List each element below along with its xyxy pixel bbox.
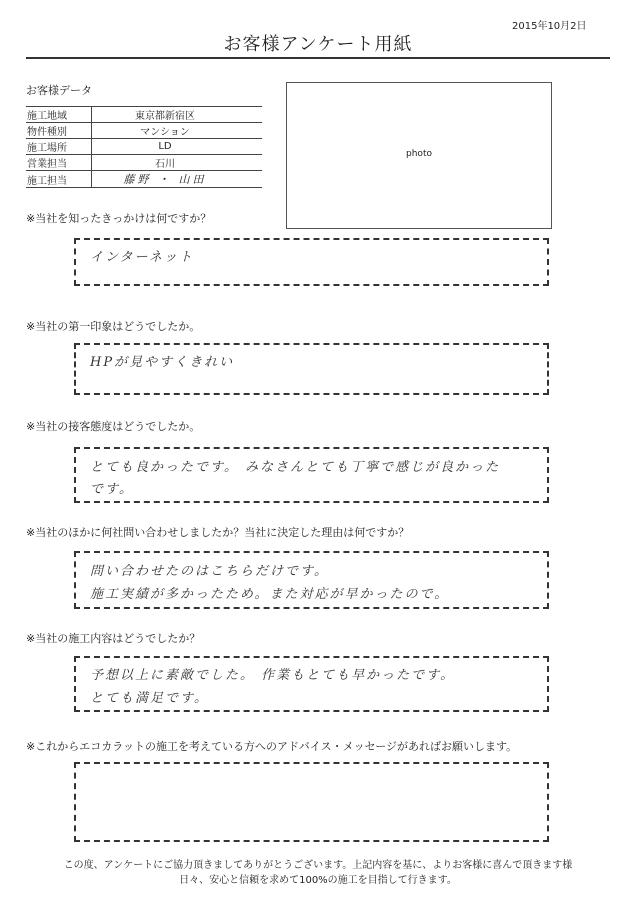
row-label: 施工場所 — [26, 139, 92, 155]
table-row — [26, 171, 262, 188]
answer-1-line-1: インターネット — [90, 250, 194, 265]
photo-frame — [286, 82, 552, 229]
question-1: ※当社を知ったきっかけは何ですか？ — [26, 212, 212, 225]
row-value: マンション — [92, 123, 263, 139]
answer-box-1 — [74, 238, 549, 286]
row-label: 営業担当 — [26, 155, 92, 171]
photo-label: photo — [406, 149, 432, 159]
answer-5-line-2: とても満足です。 — [90, 691, 209, 706]
footer-line-2: 日々、安心と信頼を求めて100%の施工を目指して行きます。 — [179, 875, 457, 886]
question-6: ※これからエコカラットの施工を考えている方へのアドバイス・メッセージがあればお願いします。 — [26, 740, 518, 753]
answer-3-line-2: です。 — [90, 482, 134, 497]
answer-4-line-1: 問い合わせたのはこちらだけです。 — [90, 564, 329, 579]
answer-3-line-1: とても良かったです。 みなさんとても丁寧で感じが良かった — [90, 460, 501, 475]
answer-box-6 — [74, 762, 549, 842]
row-value-handwritten: 藤野 ・ 山田 — [92, 171, 263, 188]
answer-box-5 — [74, 656, 549, 712]
answer-2-line-1: HPが見やすくきれい — [90, 355, 235, 370]
row-value: 東京都新宿区 — [92, 107, 263, 123]
page-title: お客様アンケート用紙 — [223, 34, 413, 55]
answer-box-4 — [74, 551, 549, 609]
row-value: LD — [92, 139, 263, 155]
row-label: 施工地域 — [26, 107, 92, 123]
row-value: 石川 — [92, 155, 263, 171]
table-row — [26, 139, 262, 155]
footer-line-1: この度、アンケートにご協力頂きましてありがとうございます。上記内容を基に、よりお客様に喜んで頂きます様 — [63, 860, 573, 871]
answer-4-line-2: 施工実績が多かったため。また対応が早かったので。 — [90, 587, 450, 602]
title-underline — [26, 57, 610, 59]
answer-5-line-1: 予想以上に素敵でした。 作業もとても早かったです。 — [90, 668, 456, 683]
question-3: ※当社の接客態度はどうでしたか。 — [26, 420, 201, 433]
table-row — [26, 123, 262, 139]
table-row — [26, 155, 262, 171]
table-row — [26, 107, 262, 123]
customer-data-table — [26, 106, 262, 188]
question-5: ※当社の施工内容はどうでしたか？ — [26, 632, 201, 645]
row-label: 施工担当 — [26, 171, 92, 188]
answer-box-2 — [74, 343, 549, 395]
customer-data-heading: お客様データ — [26, 84, 92, 97]
answer-box-3 — [74, 447, 549, 503]
question-4: ※当社のほかに何社問い合わせしましたか？当社に決定した理由は何ですか？ — [26, 526, 410, 539]
question-2: ※当社の第一印象はどうでしたか。 — [26, 320, 201, 333]
survey-date: 2015年10月2日 — [512, 21, 587, 32]
row-label: 物件種別 — [26, 123, 92, 139]
